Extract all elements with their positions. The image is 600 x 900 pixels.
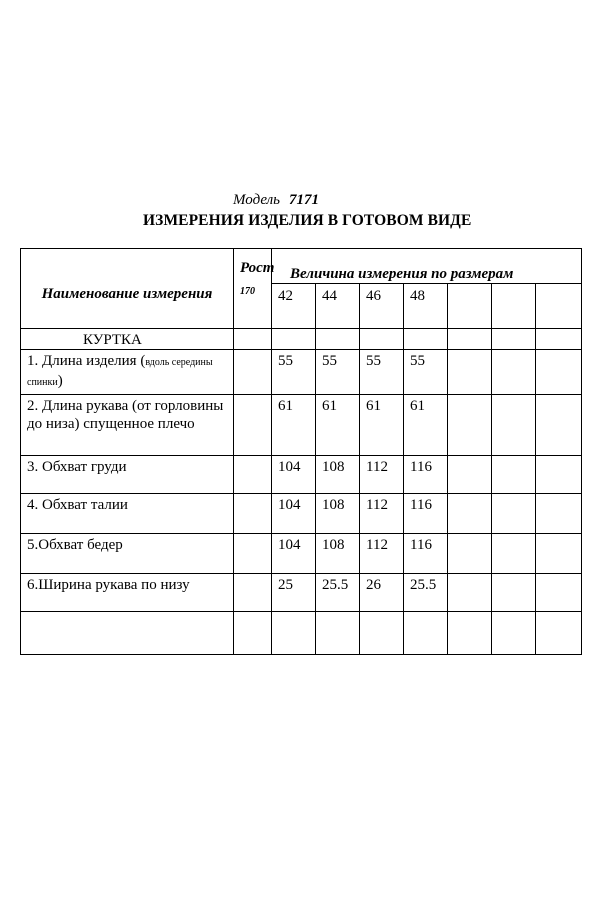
measure-value: 61 [316,395,360,456]
measure-note: вдоль середины спинки [27,357,213,388]
table-row [21,534,582,574]
empty-cell [234,395,272,456]
measure-value: 104 [272,456,316,494]
empty-cell [536,284,582,329]
size-header: 46 [360,284,404,329]
measure-name-text: 1. Длина изделия ( [27,353,146,369]
empty-cell [448,350,492,395]
empty-cell [536,456,582,494]
model-number: 7171 [289,192,319,208]
measure-value: 112 [360,494,404,534]
table-row [21,456,582,494]
measurements-table [20,248,582,655]
size-header: 42 [272,284,316,329]
empty-cell [360,329,404,350]
empty-cell [536,350,582,395]
measure-value: 108 [316,494,360,534]
empty-cell [404,329,448,350]
measure-value: 116 [404,534,448,574]
header-row [21,249,582,284]
measure-name-end: ) [57,373,63,389]
empty-cell [448,329,492,350]
empty-cell [448,574,492,612]
measure-value: 108 [316,456,360,494]
empty-cell [536,612,582,655]
empty-cell [234,329,272,350]
empty-cell [536,395,582,456]
empty-cell [536,494,582,534]
measure-name: 3. Обхват груди [21,456,234,494]
measure-value: 55 [360,350,404,395]
empty-cell [316,612,360,655]
empty-cell [492,494,536,534]
empty-cell [492,456,536,494]
empty-cell [234,612,272,655]
empty-cell [234,574,272,612]
height-label: Рост [240,260,275,276]
measure-value: 104 [272,534,316,574]
measure-value: 55 [404,350,448,395]
empty-cell [492,329,536,350]
empty-cell [448,612,492,655]
measure-value: 108 [316,534,360,574]
empty-cell [448,395,492,456]
empty-cell [492,612,536,655]
measure-value: 61 [360,395,404,456]
measure-value: 25.5 [316,574,360,612]
empty-cell [492,395,536,456]
empty-cell [404,612,448,655]
col-height-header [234,249,275,329]
empty-row [21,612,582,655]
empty-cell [492,534,536,574]
empty-cell [234,494,272,534]
measure-name: 2. Длина рукава (от горловины до низа) спущенное плечо [21,395,234,456]
table-row [21,395,582,456]
page-title: ИЗМЕРЕНИЯ ИЗДЕЛИЯ В ГОТОВОМ ВИДЕ [143,212,472,229]
measure-value: 55 [316,350,360,395]
measure-value: 61 [272,395,316,456]
empty-cell [448,494,492,534]
empty-cell [492,284,536,329]
empty-cell [448,534,492,574]
measure-name: 5.Обхват бедер [21,534,234,574]
measure-value: 112 [360,456,404,494]
height-value: 170 [240,286,255,297]
empty-cell [536,574,582,612]
table-row [21,494,582,534]
measure-name [21,350,234,395]
col-name-header: Наименование измерения [21,249,234,329]
model-label: Модель [233,192,281,208]
empty-cell [21,612,234,655]
measure-value: 112 [360,534,404,574]
table-row [21,574,582,612]
measure-name: 6.Ширина рукава по низу [21,574,234,612]
size-header: 48 [404,284,448,329]
measure-value: 25 [272,574,316,612]
measure-name: 4. Обхват талии [21,494,234,534]
empty-cell [272,329,316,350]
empty-cell [272,612,316,655]
measure-value: 116 [404,456,448,494]
empty-cell [360,612,404,655]
empty-cell [234,350,272,395]
empty-cell [448,456,492,494]
empty-cell [536,534,582,574]
empty-cell [536,329,582,350]
empty-cell [492,350,536,395]
measure-value: 55 [272,350,316,395]
measure-value: 25.5 [404,574,448,612]
empty-cell [234,534,272,574]
section-title: КУРТКА [21,329,234,350]
empty-cell [448,284,492,329]
measure-value: 116 [404,494,448,534]
size-header: 44 [316,284,360,329]
empty-cell [316,329,360,350]
measure-value: 104 [272,494,316,534]
measure-value: 61 [404,395,448,456]
col-sizes-header: Величина измерения по размерам [272,249,582,284]
table-row [21,350,582,395]
empty-cell [492,574,536,612]
measure-value: 26 [360,574,404,612]
section-row [21,329,582,350]
empty-cell [234,456,272,494]
